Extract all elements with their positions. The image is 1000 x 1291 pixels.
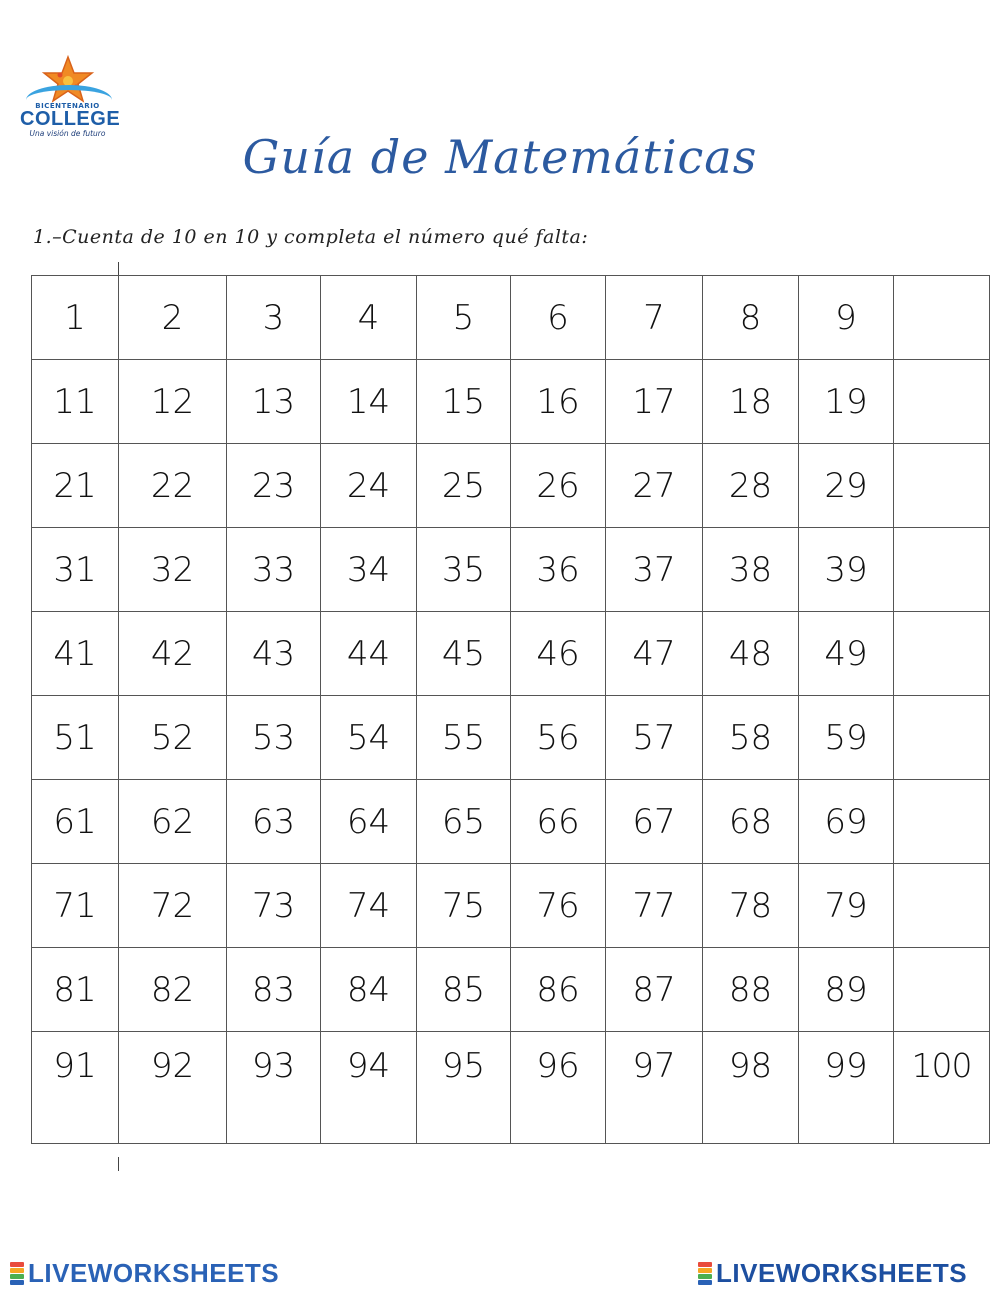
- number-cell: 29: [799, 444, 894, 528]
- answer-cell[interactable]: [894, 444, 990, 528]
- number-cell: 21: [32, 444, 119, 528]
- number-cell: 9: [799, 276, 894, 360]
- grid-row: [32, 948, 990, 1032]
- number-cell: 34: [321, 528, 417, 612]
- number-cell: 63: [227, 780, 321, 864]
- number-cell: 35: [417, 528, 511, 612]
- liveworksheets-logo-icon: [10, 1261, 24, 1285]
- number-cell: 27: [606, 444, 703, 528]
- number-cell: 23: [227, 444, 321, 528]
- number-cell: 68: [703, 780, 799, 864]
- number-cell: 86: [511, 948, 606, 1032]
- number-cell: 13: [227, 360, 321, 444]
- number-cell: 42: [119, 612, 227, 696]
- number-cell: 59: [799, 696, 894, 780]
- grid-row: [32, 780, 990, 864]
- number-cell: 28: [703, 444, 799, 528]
- number-cell: 89: [799, 948, 894, 1032]
- number-cell: 6: [511, 276, 606, 360]
- margin-line-top: [118, 262, 119, 276]
- number-cell: 94: [321, 1032, 417, 1144]
- number-cell: 49: [799, 612, 894, 696]
- number-cell: 4: [321, 276, 417, 360]
- number-cell: 81: [32, 948, 119, 1032]
- exercise-instruction: 1.–Cuenta de 10 en 10 y completa el número qué falta:: [33, 226, 589, 248]
- number-cell: 38: [703, 528, 799, 612]
- number-cell: 84: [321, 948, 417, 1032]
- number-cell: 57: [606, 696, 703, 780]
- watermark-right: [698, 1257, 968, 1288]
- answer-cell[interactable]: [894, 360, 990, 444]
- number-cell: 74: [321, 864, 417, 948]
- number-cell: 75: [417, 864, 511, 948]
- logo-name: COLLEGE: [20, 108, 121, 130]
- watermark-text: LIVEWORKSHEETS: [716, 1257, 968, 1288]
- number-cell: 47: [606, 612, 703, 696]
- logo-superscript: BICENTENARIO: [35, 102, 100, 110]
- answer-cell[interactable]: [894, 864, 990, 948]
- number-cell: 73: [227, 864, 321, 948]
- number-cell: 82: [119, 948, 227, 1032]
- number-cell: 78: [703, 864, 799, 948]
- number-cell: 72: [119, 864, 227, 948]
- number-cell: 65: [417, 780, 511, 864]
- grid-row: [32, 444, 990, 528]
- answer-cell[interactable]: [894, 276, 990, 360]
- number-cell: 15: [417, 360, 511, 444]
- number-cell: 7: [606, 276, 703, 360]
- number-cell: 45: [417, 612, 511, 696]
- number-cell: 39: [799, 528, 894, 612]
- school-logo: [20, 55, 121, 140]
- grid-row: [32, 276, 990, 360]
- number-cell: 51: [32, 696, 119, 780]
- number-cell: 95: [417, 1032, 511, 1144]
- number-cell: 99: [799, 1032, 894, 1144]
- number-cell: 96: [511, 1032, 606, 1144]
- number-cell: 37: [606, 528, 703, 612]
- page-title: Guía de Matemáticas: [242, 130, 758, 184]
- number-cell: 100: [894, 1032, 990, 1144]
- hundred-chart: [31, 275, 990, 1144]
- number-cell: 66: [511, 780, 606, 864]
- number-cell: 32: [119, 528, 227, 612]
- number-cell: 44: [321, 612, 417, 696]
- number-cell: 31: [32, 528, 119, 612]
- logo-tagline: Una visión de futuro: [29, 129, 106, 138]
- grid-row: [32, 1032, 990, 1144]
- number-cell: 97: [606, 1032, 703, 1144]
- number-cell: 48: [703, 612, 799, 696]
- number-cell: 25: [417, 444, 511, 528]
- number-cell: 14: [321, 360, 417, 444]
- answer-cell[interactable]: [894, 948, 990, 1032]
- number-cell: 1: [32, 276, 119, 360]
- number-cell: 18: [703, 360, 799, 444]
- number-cell: 19: [799, 360, 894, 444]
- answer-cell[interactable]: [894, 528, 990, 612]
- number-cell: 77: [606, 864, 703, 948]
- number-cell: 85: [417, 948, 511, 1032]
- number-cell: 3: [227, 276, 321, 360]
- number-cell: 55: [417, 696, 511, 780]
- number-cell: 64: [321, 780, 417, 864]
- number-cell: 83: [227, 948, 321, 1032]
- number-cell: 17: [606, 360, 703, 444]
- number-cell: 56: [511, 696, 606, 780]
- number-cell: 71: [32, 864, 119, 948]
- watermark-left: [10, 1257, 280, 1288]
- number-cell: 36: [511, 528, 606, 612]
- watermark-text: LIVEWORKSHEETS: [28, 1257, 280, 1288]
- number-cell: 62: [119, 780, 227, 864]
- grid-row: [32, 612, 990, 696]
- number-cell: 41: [32, 612, 119, 696]
- number-cell: 33: [227, 528, 321, 612]
- number-cell: 12: [119, 360, 227, 444]
- grid-row: [32, 360, 990, 444]
- number-cell: 16: [511, 360, 606, 444]
- number-cell: 93: [227, 1032, 321, 1144]
- number-cell: 92: [119, 1032, 227, 1144]
- number-cell: 61: [32, 780, 119, 864]
- number-cell: 2: [119, 276, 227, 360]
- number-cell: 26: [511, 444, 606, 528]
- liveworksheets-logo-icon: [698, 1261, 712, 1285]
- number-cell: 79: [799, 864, 894, 948]
- grid-row: [32, 528, 990, 612]
- number-cell: 53: [227, 696, 321, 780]
- grid-row: [32, 864, 990, 948]
- number-cell: 98: [703, 1032, 799, 1144]
- answer-cell[interactable]: [894, 612, 990, 696]
- number-cell: 22: [119, 444, 227, 528]
- number-cell: 54: [321, 696, 417, 780]
- number-cell: 46: [511, 612, 606, 696]
- number-cell: 11: [32, 360, 119, 444]
- number-cell: 43: [227, 612, 321, 696]
- number-cell: 69: [799, 780, 894, 864]
- number-cell: 5: [417, 276, 511, 360]
- number-cell: 8: [703, 276, 799, 360]
- number-cell: 24: [321, 444, 417, 528]
- number-cell: 52: [119, 696, 227, 780]
- number-cell: 88: [703, 948, 799, 1032]
- number-cell: 58: [703, 696, 799, 780]
- number-cell: 91: [32, 1032, 119, 1144]
- grid-row: [32, 696, 990, 780]
- answer-cell[interactable]: [894, 780, 990, 864]
- number-cell: 67: [606, 780, 703, 864]
- answer-cell[interactable]: [894, 696, 990, 780]
- number-cell: 87: [606, 948, 703, 1032]
- number-cell: 76: [511, 864, 606, 948]
- margin-line-bottom: [118, 1157, 119, 1171]
